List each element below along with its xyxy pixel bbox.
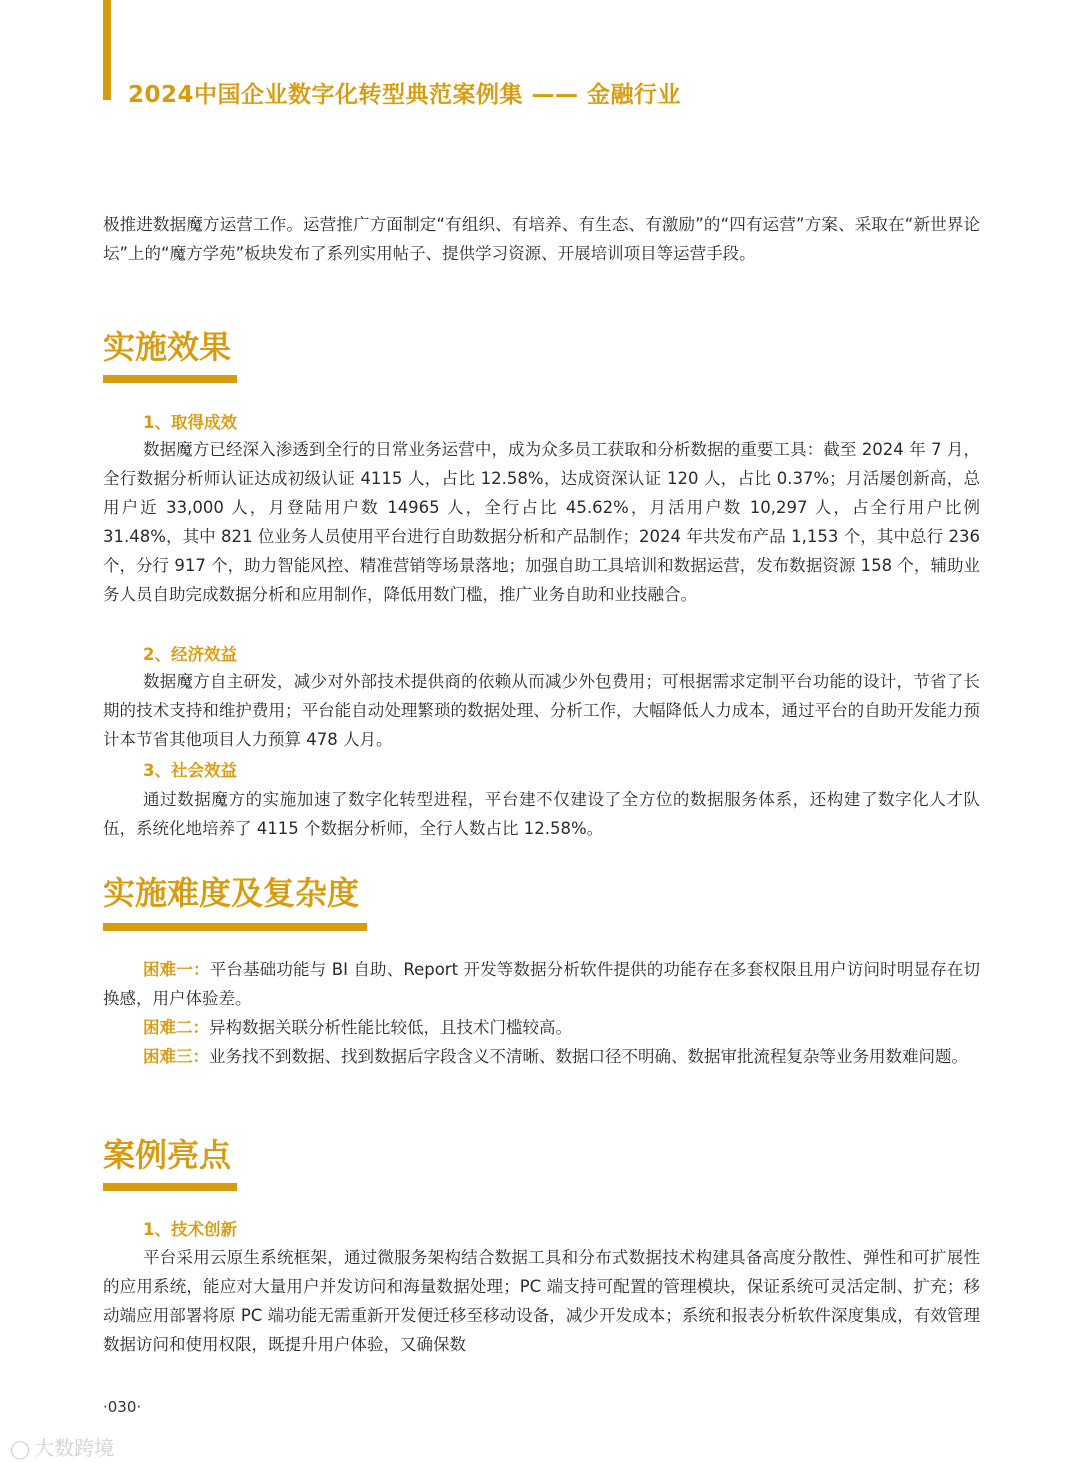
difficulty-text: 异构数据关联分析性能比较低，且技术门槛较高。 [209,1018,572,1037]
intro-paragraph-block [103,210,980,268]
difficulty-label: 困难三： [143,1047,209,1066]
tech-innovation-paragraph: 平台采用云原生系统框架，通过微服务架构结合数据工具和分布式数据技术构建具备高度分散性、弹性和可扩展性的应用系统，能应对大量用户并发访问和海量数据处理；PC 端支持可配置的管理模块，保证系统可灵活定制、扩充；移动端应用部署将原 PC 端功能无需重新开发便迁移至移动设备，减少开发成本；系统和报表分析软件深度集成，有效管理数据访问和使用权限，既提升用户体验，又确保数 [103,1248,980,1354]
section-title-effects: 实施效果 [103,328,232,366]
difficulty-text: 平台基础功能与 BI 自助、Report 开发等数据分析软件提供的功能存在多套权限且用户访问时明显存在切换感，用户体验差。 [103,960,980,1008]
economic-block [103,667,980,754]
subheading-social: 3、社会效益 [143,761,237,780]
difficulties-block [103,955,980,1071]
watermark-text: 大数跨境 [34,1436,115,1460]
watermark [10,1432,114,1461]
difficulty-item [103,1042,980,1071]
social-block [103,785,980,843]
header-accent-bar [103,0,111,100]
section-title-highlights: 案例亮点 [103,1136,232,1174]
economic-paragraph: 数据魔方自主研发，减少对外部技术提供商的依赖从而减少外包费用；可根据需求定制平台功能的设计，节省了长期的技术支持和维护费用；平台能自动处理繁琐的数据处理、分析工作，大幅降低人力成本，通过平台的自助开发能力预计本节省其他项目人力预算 478 人月。 [103,672,980,749]
difficulty-label: 困难一： [143,960,210,979]
section-underline [103,923,367,931]
subheading-economic: 2、经济效益 [143,645,237,664]
difficulty-label: 困难二： [143,1018,209,1037]
section-underline [103,1183,237,1191]
subheading-tech-innovation: 1、技术创新 [143,1220,237,1239]
achievements-paragraph: 数据魔方已经深入渗透到全行的日常业务运营中，成为众多员工获取和分析数据的重要工具：截至 2024 年 7 月，全行数据分析师认证达成初级认证 4115 人，占比 12.58%，达成资深认证 120 人，占比 0.37%；月活屡创新高，总用户近 33,000 人，月登陆用户数 14965 人，全行占比 45.62%，月活用户数 10,297 人，占全行用户比例 31.48%，其中 821 位业务人员使用平台进行自助数据分析和产品制作；2024 年共发布产品 1,153 个，其中总行 236 个，分行 917 个，助力智能风控、精准营销等场景落地；加强自助工具培训和数据运营，发布数据资源 158 个，辅助业务人员自助完成数据分析和应用制作，降低用数门槛，推广业务自助和业技融合。 [103,440,980,604]
page-header-title: 2024中国企业数字化转型典范案例集 —— 金融行业 [128,82,682,108]
difficulty-item [103,955,980,1013]
social-paragraph: 通过数据魔方的实施加速了数字化转型进程，平台建不仅建设了全方位的数据服务体系，还构建了数字化人才队伍，系统化地培养了 4115 个数据分析师，全行人数占比 12.58%。 [103,790,980,838]
intro-paragraph: 极推进数据魔方运营工作。运营推广方面制定“有组织、有培养、有生态、有激励”的“四有运营”方案、采取在“新世界论坛”上的“魔方学苑”板块发布了系列实用帖子、提供学习资源、开展培训项目等运营手段。 [103,215,980,263]
section-title-difficulty: 实施难度及复杂度 [103,874,360,912]
dashujuajing-logo-icon: ◯ [10,1439,31,1460]
difficulty-item [103,1013,980,1042]
page-number: ·030· [103,1398,142,1416]
achievements-block [103,435,980,609]
tech-innovation-block [103,1243,980,1359]
section-underline [103,375,237,383]
subheading-achievements: 1、取得成效 [143,413,237,432]
difficulty-text: 业务找不到数据、找到数据后字段含义不清晰、数据口径不明确、数据审批流程复杂等业务用数难问题。 [209,1047,968,1066]
